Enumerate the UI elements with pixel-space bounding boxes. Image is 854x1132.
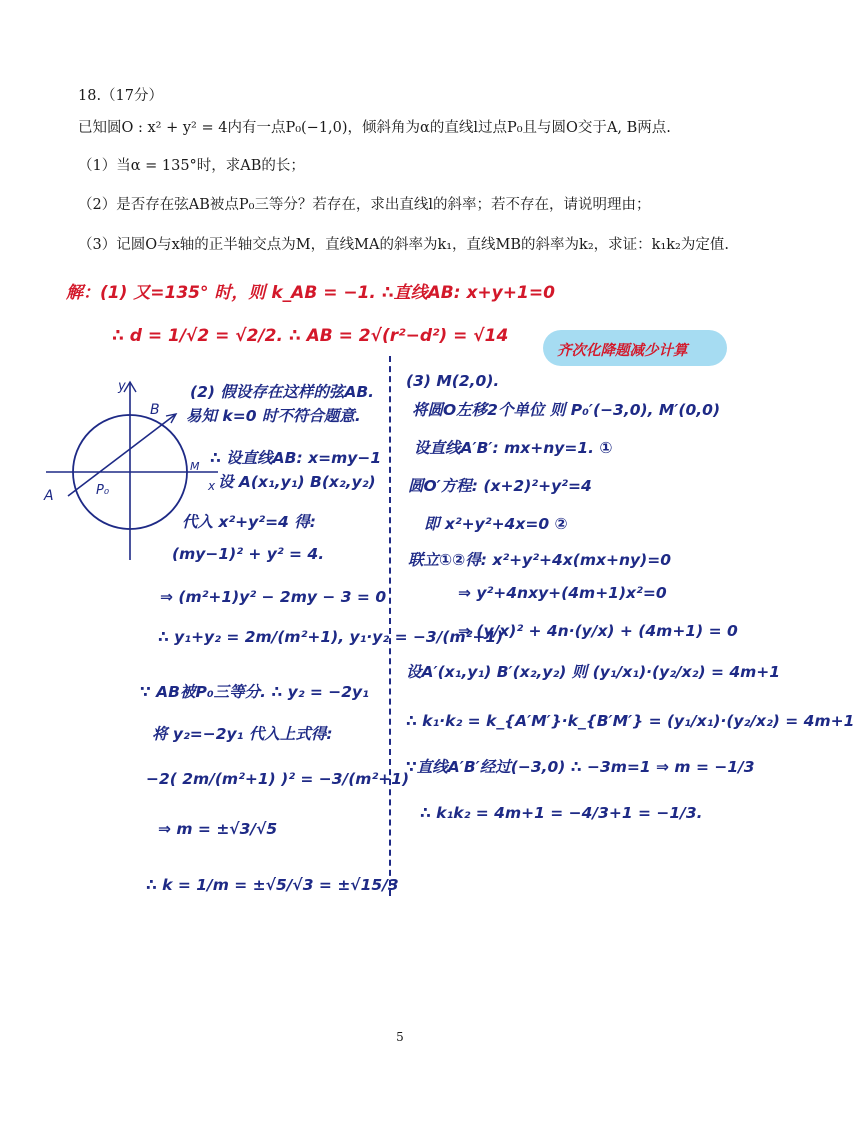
solution-part2-line-9: ∵ AB被P₀三等分. ∴ y₂ = −2y₁ [140, 683, 369, 701]
solution-part3-line-6: 联立①②得: x²+y²+4x(mx+ny)=0 [408, 551, 671, 569]
solution-part3-line-9: 设A′(x₁,y₁) B′(x₂,y₂) 则 (y₁/x₁)·(y₂/x₂) = 4m+1 [406, 663, 781, 681]
question-stem: 已知圆O : x² + y² = 4内有一点P₀(−1,0)，倾斜角为α的直线l过点P₀且与圆O交于A, B两点. [78, 120, 671, 136]
solution-part2-line-4: 设 A(x₁,y₁) B(x₂,y₂) [218, 473, 376, 491]
method-callout [543, 330, 727, 366]
solution-part2-line-10: 将 y₂=−2y₁ 代入上式得: [152, 725, 333, 743]
solution-part3-line-8: ⇒ (y/x)² + 4n·(y/x) + (4m+1) = 0 [458, 622, 738, 640]
label-m: M [190, 460, 200, 473]
solution-part3-line-11: ∵直线A′B′经过(−3,0) ∴ −3m=1 ⇒ m = −1/3 [406, 758, 755, 776]
solution-part3-line-10: ∴ k₁·k₂ = k_{A′M′}·k_{B′M′} = (y₁/x₁)·(y₂/x₂) = 4m+1 [406, 712, 854, 730]
solution-part2-line-2: 易知 k=0 时不符合题意. [186, 407, 361, 425]
solution-part2-line-7: ⇒ (m²+1)y² − 2my − 3 = 0 [160, 588, 387, 606]
solution-part3-line-5: 即 x²+y²+4x=0 ② [424, 515, 568, 533]
solution-part2-line-6: (my−1)² + y² = 4. [172, 545, 325, 563]
solution-part1-line1: 解：(1) 又=135° 时，则 k_AB = −1. ∴直线AB: x+y+1=0 [66, 283, 555, 303]
solution-part2-line-8: ∴ y₁+y₂ = 2m/(m²+1), y₁·y₂ = −3/(m²+1) [158, 628, 504, 646]
label-b: B [150, 402, 160, 418]
solution-part2-line-1: (2) 假设存在这样的弦AB. [190, 383, 375, 401]
label-x: x [208, 479, 216, 493]
solution-part3-line-3: 设直线A′B′: mx+ny=1. ① [414, 439, 613, 457]
question-part-1: （1）当α = 135°时，求AB的长； [78, 158, 305, 174]
solution-part2-line-13: ∴ k = 1/m = ±√5/√3 = ±√15/3 [146, 876, 399, 894]
page-number: 5 [396, 1030, 404, 1044]
solution-part3-line-4: 圆O′方程: (x+2)²+y²=4 [408, 477, 592, 495]
solution-part1-line2: ∴ d = 1/√2 = √2/2. ∴ AB = 2√(r²−d²) = √14 [112, 326, 509, 346]
label-y: y [118, 379, 126, 394]
question-number: 18.（17分） [78, 88, 164, 104]
solution-part2-line-3: ∴ 设直线AB: x=my−1 [210, 449, 382, 467]
solution-part3-line-7: ⇒ y²+4nxy+(4m+1)x²=0 [458, 584, 667, 602]
question-part-2: （2）是否存在弦AB被点P₀三等分？若存在，求出直线l的斜率；若不存在，请说明理由； [78, 197, 651, 213]
label-a: A [44, 488, 54, 504]
solution-part3-line-12: ∴ k₁k₂ = 4m+1 = −4/3+1 = −1/3. [420, 804, 703, 822]
solution-part3-line-1: (3) M(2,0). [406, 372, 500, 390]
solution-part3-line-2: 将圆O左移2个单位 则 P₀′(−3,0), M′(0,0) [412, 401, 721, 419]
question-part-3: （3）记圆O与x轴的正半轴交点为M，直线MA的斜率为k₁，直线MB的斜率为k₂，求证：k₁k₂为定值. [78, 237, 729, 253]
chord-ab [68, 414, 176, 496]
solution-part2-line-12: ⇒ m = ±√3/√5 [158, 820, 278, 838]
method-callout-text: 齐次化降题减少计算 [557, 343, 688, 359]
label-p0: P₀ [96, 483, 110, 498]
solution-part2-line-5: 代入 x²+y²=4 得: [182, 513, 316, 531]
solution-part2-line-11: −2( 2m/(m²+1) )² = −3/(m²+1) [146, 770, 410, 788]
column-divider [389, 356, 391, 896]
